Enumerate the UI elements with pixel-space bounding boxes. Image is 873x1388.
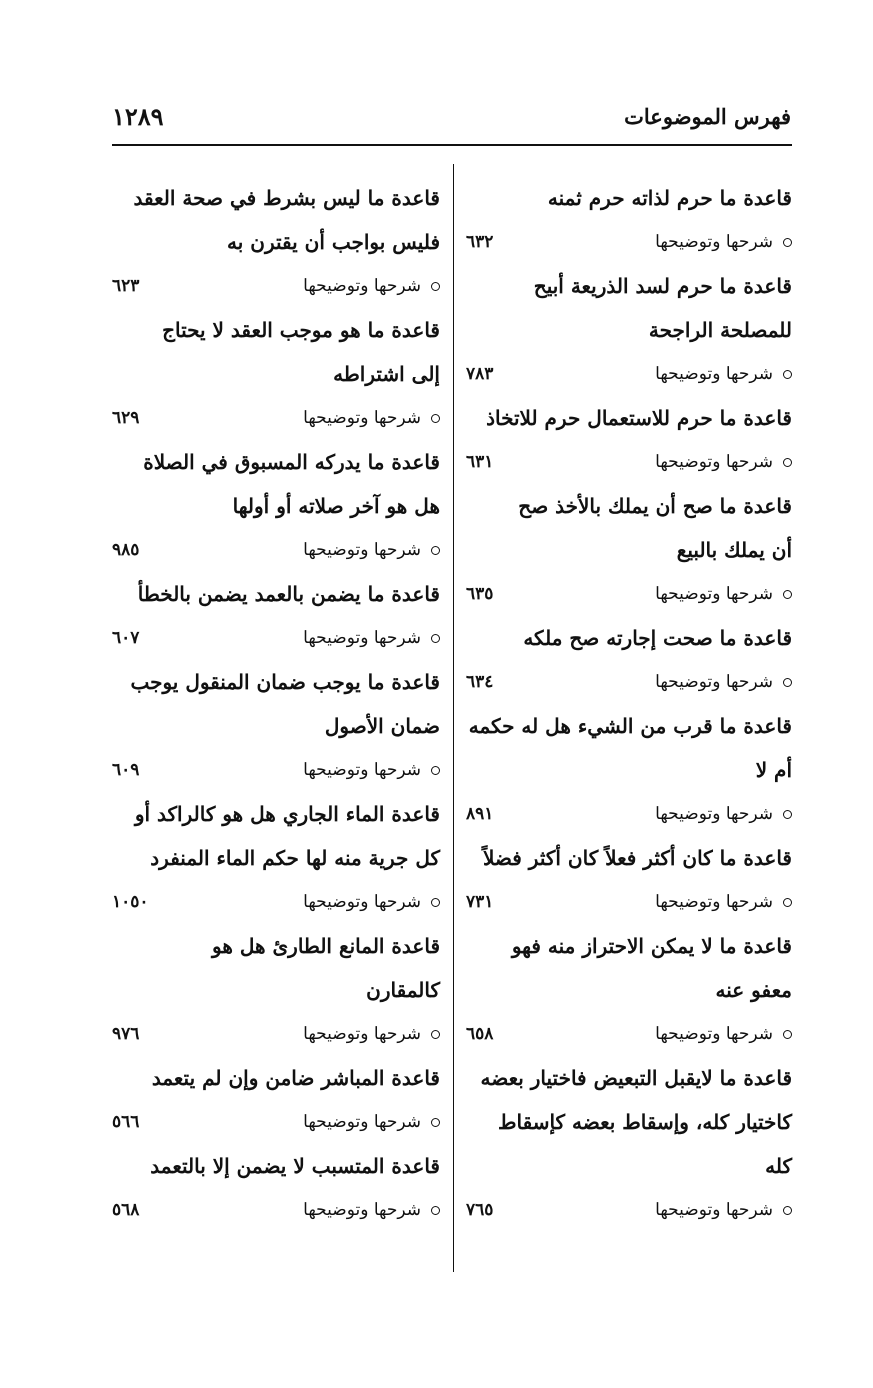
subitem-label: شرحها وتوضيحها xyxy=(303,1112,421,1132)
entry-title-line: قاعدة المتسبب لا يضمن إلا بالتعمد xyxy=(150,1154,440,1178)
entry-page-number: ٦٠٧ xyxy=(112,628,140,648)
circle-bullet-icon xyxy=(431,1030,440,1039)
subitem-label: شرحها وتوضيحها xyxy=(655,1024,773,1044)
entry-title-line: قاعدة ما صحت إجارته صح ملكه xyxy=(523,626,792,650)
entry-title-line: قاعدة الماء الجاري هل هو كالراكد أو xyxy=(134,802,440,826)
entry-subitem xyxy=(466,792,792,836)
entry-title-line: كل جرية منه لها حكم الماء المنفرد xyxy=(150,846,440,870)
entry-title-line: قاعدة المانع الطارئ هل هو xyxy=(212,934,440,958)
circle-bullet-icon xyxy=(783,1030,792,1039)
entry-page-number: ٧٦٥ xyxy=(466,1200,494,1220)
entry-subitem xyxy=(466,1012,792,1056)
entry-title-line: قاعدة ما حرم لسد الذريعة أبيح xyxy=(533,274,792,298)
entry-page-number: ٦٣٥ xyxy=(466,584,494,604)
circle-bullet-icon xyxy=(431,634,440,643)
subitem-label: شرحها وتوضيحها xyxy=(655,232,773,252)
subitem-label: شرحها وتوضيحها xyxy=(303,540,421,560)
entry-page-number: ٦٣١ xyxy=(466,452,494,472)
circle-bullet-icon xyxy=(783,810,792,819)
entry-page-number: ٦٠٩ xyxy=(112,760,140,780)
page-header xyxy=(112,96,791,136)
circle-bullet-icon xyxy=(783,458,792,467)
entry-subitem xyxy=(466,660,792,704)
subitem-text xyxy=(655,364,792,384)
subitem-text xyxy=(655,232,792,252)
entry-subitem xyxy=(112,880,440,924)
subitem-text xyxy=(655,892,792,912)
circle-bullet-icon xyxy=(431,282,440,291)
entry-page-number: ٦٣٢ xyxy=(466,232,494,252)
subitem-label: شرحها وتوضيحها xyxy=(303,760,421,780)
circle-bullet-icon xyxy=(431,898,440,907)
entry-page-number: ٧٨٣ xyxy=(466,364,494,384)
index-entry xyxy=(466,396,792,484)
subitem-text xyxy=(303,540,440,560)
subitem-text xyxy=(655,1024,792,1044)
index-entry xyxy=(112,1056,440,1144)
subitem-label: شرحها وتوضيحها xyxy=(303,408,421,428)
subitem-label: شرحها وتوضيحها xyxy=(303,892,421,912)
entry-title-line: هل هو آخر صلاته أو أولها xyxy=(232,494,440,518)
subitem-label: شرحها وتوضيحها xyxy=(655,584,773,604)
entry-title-line: قاعدة ما كان أكثر فعلاً كان أكثر فضلاً xyxy=(483,846,792,870)
right-column xyxy=(466,176,792,1232)
entry-page-number: ٧٣١ xyxy=(466,892,494,912)
entry-page-number: ٦٣٤ xyxy=(466,672,494,692)
index-entry xyxy=(466,264,792,396)
circle-bullet-icon xyxy=(783,590,792,599)
subitem-label: شرحها وتوضيحها xyxy=(303,276,421,296)
entry-page-number: ٥٦٨ xyxy=(112,1200,140,1220)
entry-title-line: قاعدة ما لايقبل التبعيض فاختيار بعضه xyxy=(480,1066,792,1090)
index-entry xyxy=(112,176,440,308)
circle-bullet-icon xyxy=(783,370,792,379)
circle-bullet-icon xyxy=(431,1206,440,1215)
entry-title-line: أن يملك بالبيع xyxy=(676,538,792,562)
subitem-text xyxy=(303,892,440,912)
entry-title-line: قاعدة ما ليس بشرط في صحة العقد xyxy=(133,186,440,210)
subitem-text xyxy=(655,804,792,824)
circle-bullet-icon xyxy=(431,766,440,775)
entry-subitem xyxy=(112,1188,440,1232)
subitem-text xyxy=(303,1200,440,1220)
entry-title-line: قاعدة ما لا يمكن الاحتراز منه فهو xyxy=(511,934,792,958)
subitem-label: شرحها وتوضيحها xyxy=(655,1200,773,1220)
entry-subitem xyxy=(112,264,440,308)
entry-subitem xyxy=(466,220,792,264)
index-entry xyxy=(466,616,792,704)
subitem-text xyxy=(303,276,440,296)
subitem-text xyxy=(655,584,792,604)
subitem-label: شرحها وتوضيحها xyxy=(655,804,773,824)
entry-subitem xyxy=(112,396,440,440)
entry-subitem xyxy=(466,352,792,396)
index-entry xyxy=(112,1144,440,1232)
index-entry xyxy=(466,176,792,264)
header-divider xyxy=(112,144,792,146)
index-entry xyxy=(112,924,440,1056)
column-divider xyxy=(453,164,454,1272)
entry-title-line: للمصلحة الراجحة xyxy=(648,318,792,342)
index-entry xyxy=(112,572,440,660)
entry-page-number: ٦٢٩ xyxy=(112,408,140,428)
index-entry xyxy=(112,308,440,440)
entry-page-number: ٥٦٦ xyxy=(112,1112,140,1132)
entry-page-number: ٩٧٦ xyxy=(112,1024,140,1044)
entry-title-line: قاعدة ما يدركه المسبوق في الصلاة xyxy=(143,450,440,474)
subitem-text xyxy=(655,452,792,472)
entry-title-line: ضمان الأصول xyxy=(324,714,440,738)
entry-title-line: أم لا xyxy=(755,758,792,782)
subitem-label: شرحها وتوضيحها xyxy=(303,628,421,648)
entry-page-number: ٦٢٣ xyxy=(112,276,140,296)
index-entry xyxy=(466,704,792,836)
entry-title-line: كله xyxy=(765,1154,792,1178)
entry-title-line: كالمقارن xyxy=(366,978,440,1002)
circle-bullet-icon xyxy=(783,678,792,687)
entry-title-line: قاعدة ما يضمن بالعمد يضمن بالخطأ xyxy=(137,582,440,606)
subitem-label: شرحها وتوضيحها xyxy=(303,1200,421,1220)
subitem-text xyxy=(303,408,440,428)
entry-title-line: قاعدة ما حرم للاستعمال حرم للاتخاذ xyxy=(486,406,792,430)
circle-bullet-icon xyxy=(783,898,792,907)
subitem-text xyxy=(655,1200,792,1220)
entry-title-line: معفو عنه xyxy=(715,978,792,1002)
entry-page-number: ٦٥٨ xyxy=(466,1024,494,1044)
entry-page-number: ٨٩١ xyxy=(466,804,494,824)
entry-title-line: قاعدة ما قرب من الشيء هل له حكمه xyxy=(468,714,792,738)
left-column xyxy=(112,176,440,1232)
index-entry xyxy=(112,792,440,924)
subitem-label: شرحها وتوضيحها xyxy=(655,364,773,384)
entry-subitem xyxy=(112,1012,440,1056)
index-entry xyxy=(466,924,792,1056)
entry-title-line: قاعدة ما يوجب ضمان المنقول يوجب xyxy=(130,670,440,694)
entry-page-number: ١٠٥٠ xyxy=(112,892,149,912)
subitem-text xyxy=(303,628,440,648)
index-entry xyxy=(112,660,440,792)
index-entry xyxy=(466,1056,792,1232)
subitem-label: شرحها وتوضيحها xyxy=(303,1024,421,1044)
entry-title-line: إلى اشتراطه xyxy=(333,362,440,386)
subitem-label: شرحها وتوضيحها xyxy=(655,452,773,472)
entry-title-line: فليس بواجب أن يقترن به xyxy=(227,230,440,254)
subitem-text xyxy=(303,1112,440,1132)
subitem-text xyxy=(655,672,792,692)
circle-bullet-icon xyxy=(783,238,792,247)
running-title: فهرس الموضوعات xyxy=(624,103,791,129)
entry-subitem xyxy=(466,880,792,924)
index-entry xyxy=(466,484,792,616)
subitem-text xyxy=(303,760,440,780)
circle-bullet-icon xyxy=(783,1206,792,1215)
entry-page-number: ٩٨٥ xyxy=(112,540,140,560)
circle-bullet-icon xyxy=(431,414,440,423)
entry-subitem xyxy=(466,440,792,484)
index-entry xyxy=(466,836,792,924)
entry-title-line: كاختيار كله، وإسقاط بعضه كإسقاط xyxy=(497,1110,792,1134)
entry-subitem xyxy=(466,572,792,616)
entry-title-line: قاعدة ما هو موجب العقد لا يحتاج xyxy=(162,318,440,342)
subitem-label: شرحها وتوضيحها xyxy=(655,892,773,912)
page-number: ١٢٨٩ xyxy=(112,101,164,131)
entry-subitem xyxy=(112,1100,440,1144)
entry-title-line: قاعدة ما صح أن يملك بالأخذ صح xyxy=(518,494,792,518)
index-entry xyxy=(112,440,440,572)
circle-bullet-icon xyxy=(431,1118,440,1127)
entry-title-line: قاعدة ما حرم لذاته حرم ثمنه xyxy=(547,186,792,210)
entry-subitem xyxy=(112,616,440,660)
entry-subitem xyxy=(466,1188,792,1232)
circle-bullet-icon xyxy=(431,546,440,555)
entry-title-line: قاعدة المباشر ضامن وإن لم يتعمد xyxy=(151,1066,440,1090)
entry-subitem xyxy=(112,748,440,792)
subitem-text xyxy=(303,1024,440,1044)
subitem-label: شرحها وتوضيحها xyxy=(655,672,773,692)
entry-subitem xyxy=(112,528,440,572)
